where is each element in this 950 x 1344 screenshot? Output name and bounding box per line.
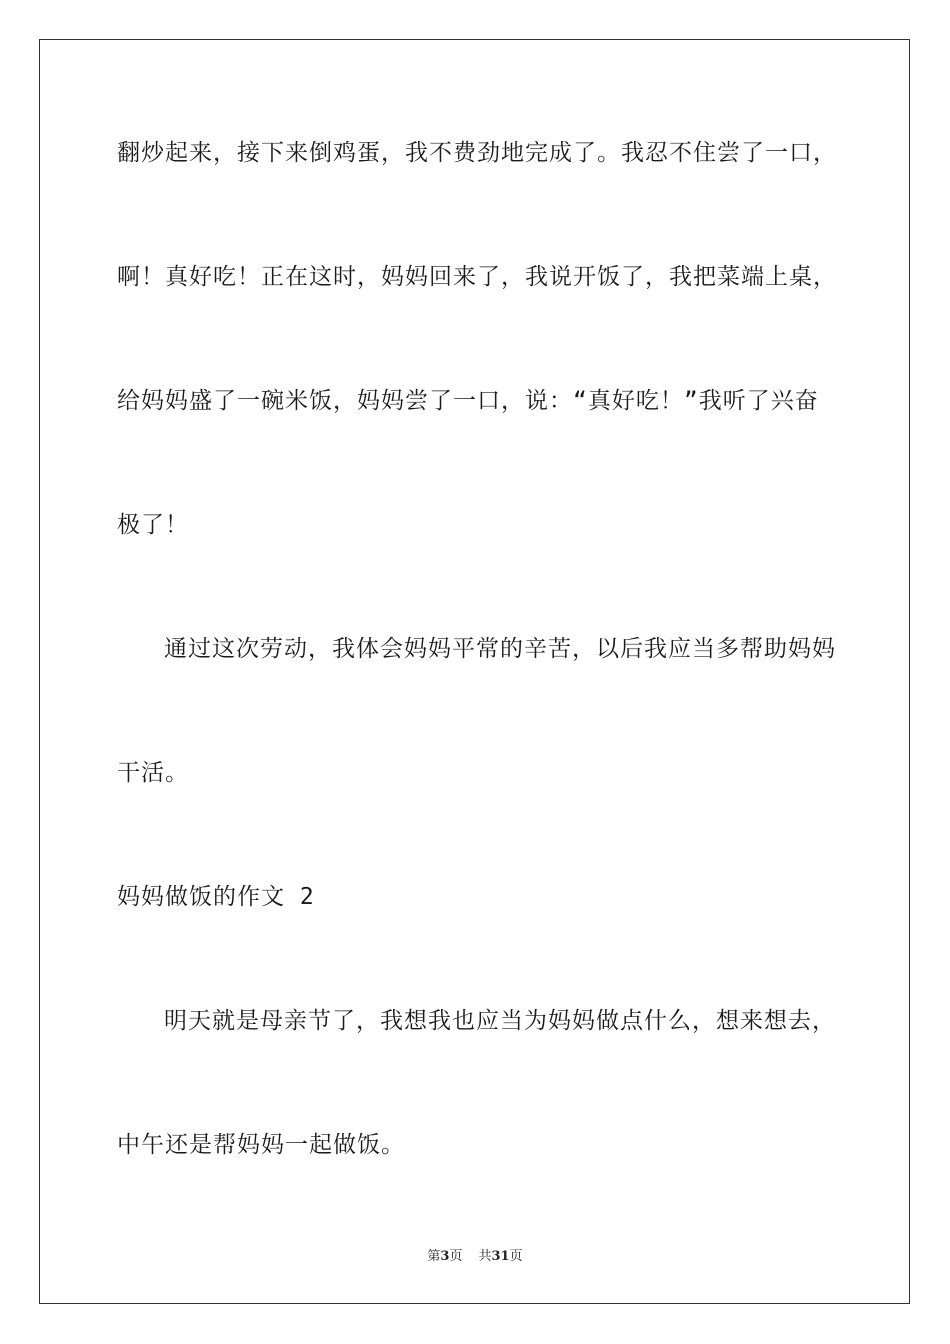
page-suffix: 页 (449, 1249, 463, 1264)
page-border (39, 39, 910, 1304)
section-heading: 妈妈做饭的作文 2 (117, 884, 315, 910)
total-prefix: 共 (478, 1249, 492, 1264)
text-line: 给妈妈盛了一碗米饭，妈妈尝了一口，说：“真好吃！”我听了兴奋 (117, 388, 819, 414)
text-line: 极了！ (117, 512, 189, 538)
total-suffix: 页 (509, 1249, 523, 1264)
text-line: 啊！真好吃！正在这时，妈妈回来了，我说开饭了，我把菜端上桌， (117, 264, 837, 290)
text-line: 中午还是帮妈妈一起做饭。 (117, 1132, 405, 1158)
paragraph-start-line: 通过这次劳动，我体会妈妈平常的辛苦，以后我应当多帮助妈妈 (164, 636, 836, 662)
page-prefix: 第 (427, 1249, 441, 1264)
paragraph-start-line: 明天就是母亲节了，我想我也应当为妈妈做点什么，想来想去， (164, 1008, 836, 1034)
page-footer (0, 1248, 950, 1266)
total-pages: 31 (491, 1249, 510, 1264)
text-line: 干活。 (117, 760, 189, 786)
text-line: 翻炒起来，接下来倒鸡蛋，我不费劲地完成了。我忍不住尝了一口， (117, 140, 837, 166)
page-number: 3 (440, 1249, 450, 1264)
